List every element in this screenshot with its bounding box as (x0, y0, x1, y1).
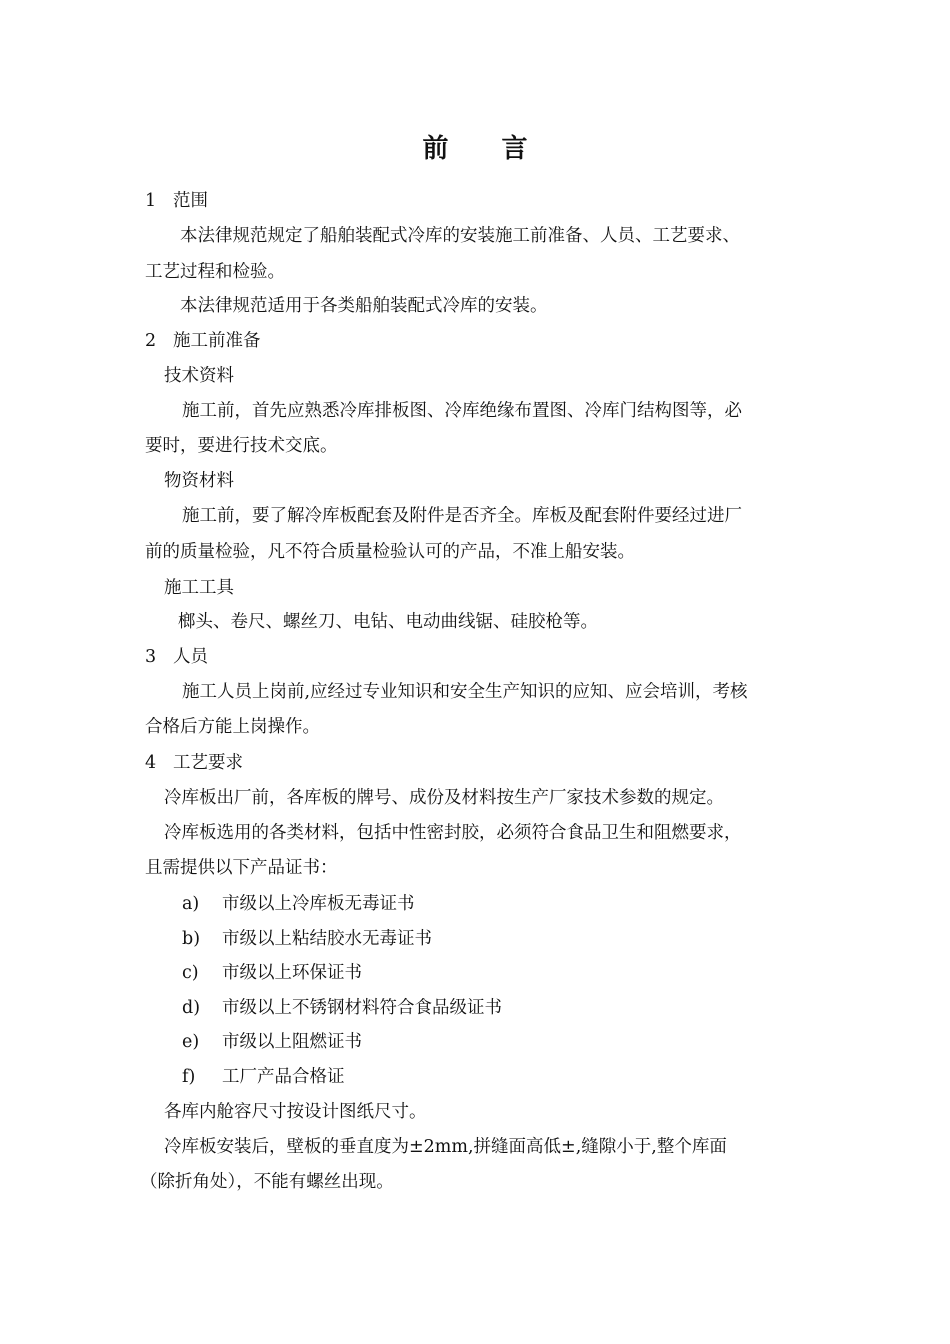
list-marker: f) (182, 1067, 196, 1087)
subsection-heading: 施工工具 (164, 578, 234, 598)
subsection-heading: 技术资料 (164, 366, 234, 386)
section-number: 4 (145, 753, 157, 773)
list-marker: c) (182, 963, 199, 983)
list-item-text: 市级以上不锈钢材料符合食品级证书 (222, 998, 502, 1018)
paragraph-line: 施工前，要了解冷库板配套及附件是否齐全。库板及配套附件要经过进厂 (182, 506, 742, 526)
section-2-heading (145, 330, 261, 352)
list-item-text: 市级以上阻燃证书 (222, 1032, 362, 1052)
section-title: 范围 (173, 191, 208, 211)
paragraph-line: 工艺过程和检验。 (145, 262, 285, 282)
paragraph-line: （除折角处），不能有螺丝出现。 (140, 1172, 394, 1192)
paragraph-line: 本法律规范规定了船舶装配式冷库的安装施工前准备、人员、工艺要求、 (180, 226, 740, 246)
list-item (182, 1066, 345, 1088)
list-item (182, 962, 362, 984)
list-marker: d) (182, 998, 201, 1018)
list-item (182, 928, 432, 950)
section-number: 2 (145, 331, 157, 351)
section-number: 1 (145, 191, 157, 211)
section-title: 施工前准备 (173, 331, 261, 351)
paragraph-line: 前的质量检验，凡不符合质量检验认可的产品，不准上船安装。 (145, 542, 635, 562)
list-item-text: 市级以上粘结胶水无毒证书 (222, 929, 432, 949)
paragraph-line: 要时，要进行技术交底。 (145, 436, 338, 456)
section-title: 工艺要求 (173, 753, 243, 773)
paragraph-line: 施工前，首先应熟悉冷库排板图、冷库绝缘布置图、冷库门结构图等，必 (182, 401, 742, 421)
list-marker: e) (182, 1032, 200, 1052)
paragraph-line: 榔头、卷尺、螺丝刀、电钻、电动曲线锯、硅胶枪等。 (178, 612, 598, 632)
paragraph-line: 冷库板选用的各类材料，包括中性密封胶，必须符合食品卫生和阻燃要求， (164, 823, 742, 843)
paragraph-line: 合格后方能上岗操作。 (145, 717, 320, 737)
section-4-heading (145, 752, 243, 774)
page-title: 前 言 (422, 134, 550, 164)
list-item-text: 工厂产品合格证 (222, 1067, 345, 1087)
paragraph-line: 冷库板出厂前，各库板的牌号、成份及材料按生产厂家技术参数的规定。 (164, 788, 724, 808)
section-3-heading (145, 646, 208, 668)
subsection-heading: 物资材料 (164, 471, 234, 491)
list-item (182, 997, 502, 1019)
paragraph-line: 本法律规范适用于各类船舶装配式冷库的安装。 (180, 296, 548, 316)
list-item-text: 市级以上冷库板无毒证书 (222, 894, 415, 914)
paragraph-line: 施工人员上岗前,应经过专业知识和安全生产知识的应知、应会培训，考核 (182, 682, 748, 702)
list-marker: b) (182, 929, 201, 949)
list-item (182, 893, 415, 915)
section-number: 3 (145, 647, 157, 667)
list-item (182, 1031, 362, 1053)
paragraph-line: 各库内舱容尺寸按设计图纸尺寸。 (164, 1102, 427, 1122)
list-item-text: 市级以上环保证书 (222, 963, 362, 983)
list-marker: a) (182, 894, 200, 914)
paragraph-line: 冷库板安装后，壁板的垂直度为±2mm,拼缝面高低±,缝隙小于,整个库面 (164, 1137, 727, 1157)
section-1-heading (145, 190, 208, 212)
paragraph-line: 且需提供以下产品证书： (145, 858, 338, 878)
section-title: 人员 (173, 647, 208, 667)
